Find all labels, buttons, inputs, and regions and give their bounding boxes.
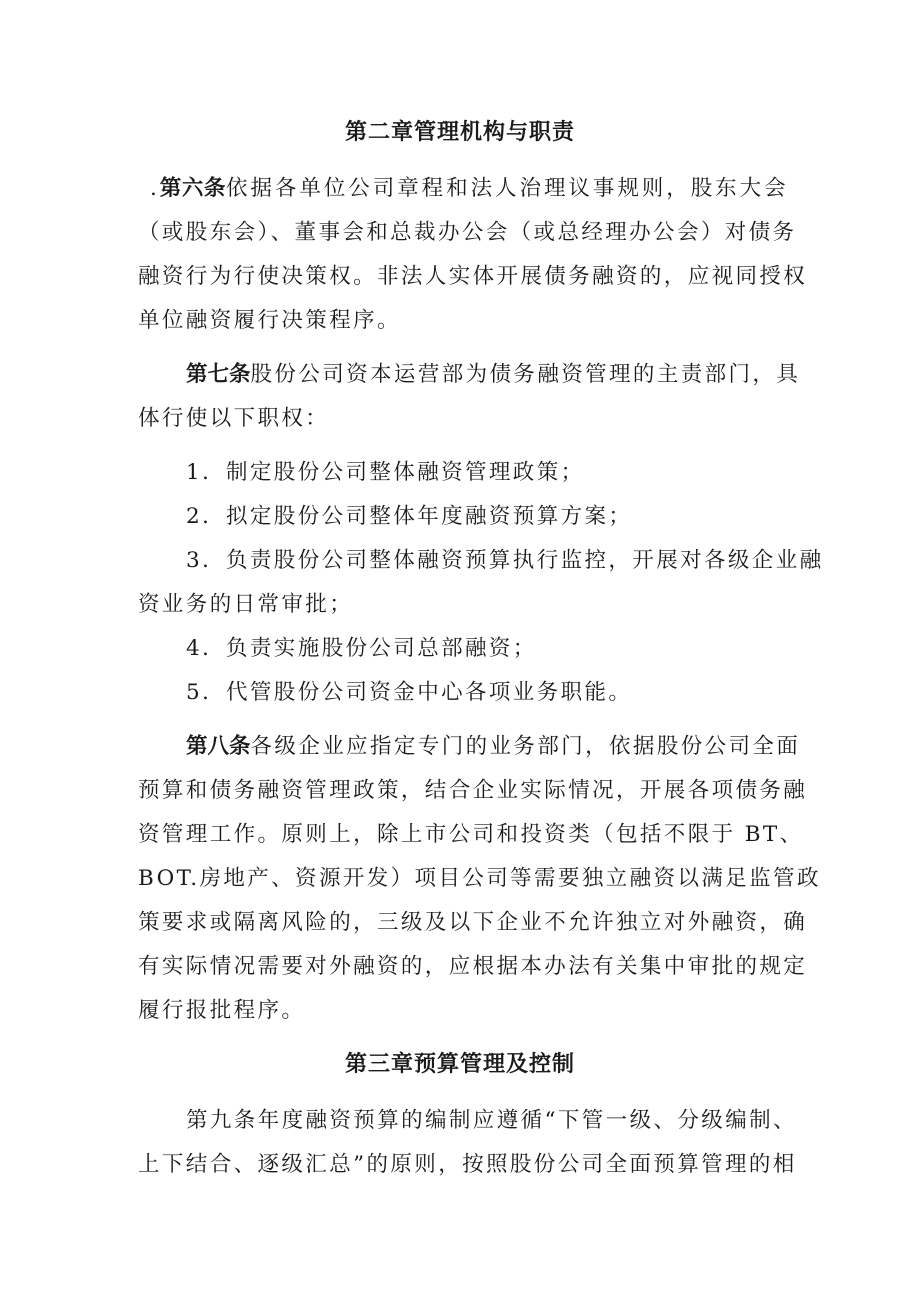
- article-7-text: 股份公司资本运营部为债务融资管理的主责部门，具: [250, 362, 801, 387]
- article-6-line-2: （或股东会）、董事会和总裁办公会（或总经理办公会）对债务: [138, 220, 797, 245]
- article-6-text: 依据各单位公司章程和法人治理议事规则，股东大会: [225, 176, 788, 201]
- item-number: 4: [186, 636, 203, 661]
- item-number: 1: [186, 460, 203, 485]
- article-6-line-1: [150, 174, 788, 204]
- article-7-item-5: [186, 678, 788, 708]
- article-8-line-2: 预算和债务融资管理政策，结合企业实际情况，开展各项债务融: [138, 778, 808, 803]
- article-8-line-1: [186, 732, 801, 762]
- article-7-line-2: 体行使以下职权：: [138, 406, 330, 431]
- item-text: ．拟定股份公司整体年度融资预算方案；: [202, 504, 633, 529]
- item-number: 3: [186, 548, 203, 573]
- item-number: 5: [186, 680, 203, 705]
- article-7-item-3-line-2: 资业务的日常审批；: [138, 592, 354, 617]
- article-7-item-2: [186, 502, 788, 532]
- item-text: ．代管股份公司资金中心各项业务职能。: [202, 680, 633, 705]
- article-7-lead: 第七条: [186, 362, 251, 387]
- article-8-line-4: BOT.房地产、资源开发）项目公司等需要独立融资以满足监管政: [138, 866, 821, 891]
- article-9-line-1: 第九条年度融资预算的编制应遵循“下管一级、分级编制、: [186, 1108, 797, 1133]
- article-8-text: 各级企业应指定专门的业务部门，依据股份公司全面: [250, 734, 801, 759]
- article-8-line-6: 有实际情况需要对外融资的，应根据本办法有关集中审批的规定: [138, 954, 808, 979]
- article-7-item-4: [186, 634, 788, 664]
- article-9-line-2: 上下结合、逐级汇总”的原则，按照股份公司全面预算管理的相: [138, 1152, 797, 1177]
- article-8-lead: 第八条: [186, 734, 251, 759]
- article-7-line-1: [186, 360, 801, 390]
- item-text: ．负责股份公司整体融资预算执行监控，开展对各级企业融: [202, 548, 824, 573]
- chapter-2-title: 第二章管理机构与职责: [344, 120, 575, 145]
- chapter-3-title: 第三章预算管理及控制: [344, 1052, 575, 1077]
- item-number: 2: [186, 504, 203, 529]
- item-text: ．制定股份公司整体融资管理政策；: [202, 460, 585, 485]
- article-7-item-1: [186, 458, 788, 488]
- article-7-item-3: [186, 546, 824, 576]
- article-8-line-3: 资管理工作。原则上，除上市公司和投资类（包括不限于 BT、: [138, 822, 804, 847]
- article-6-prefix: .: [150, 176, 160, 201]
- article-8-line-5: 策要求或隔离风险的，三级及以下企业不允许独立对外融资，确: [138, 910, 808, 935]
- article-6-lead: 第六条: [159, 176, 226, 201]
- article-6-line-4: 单位融资履行决策程序。: [138, 308, 401, 333]
- item-text: ．负责实施股份公司总部融资；: [202, 636, 537, 661]
- article-6-line-3: 融资行为行使决策权。非法人实体开展债务融资的，应视同授权: [138, 264, 808, 289]
- article-8-line-7: 履行报批程序。: [138, 998, 306, 1023]
